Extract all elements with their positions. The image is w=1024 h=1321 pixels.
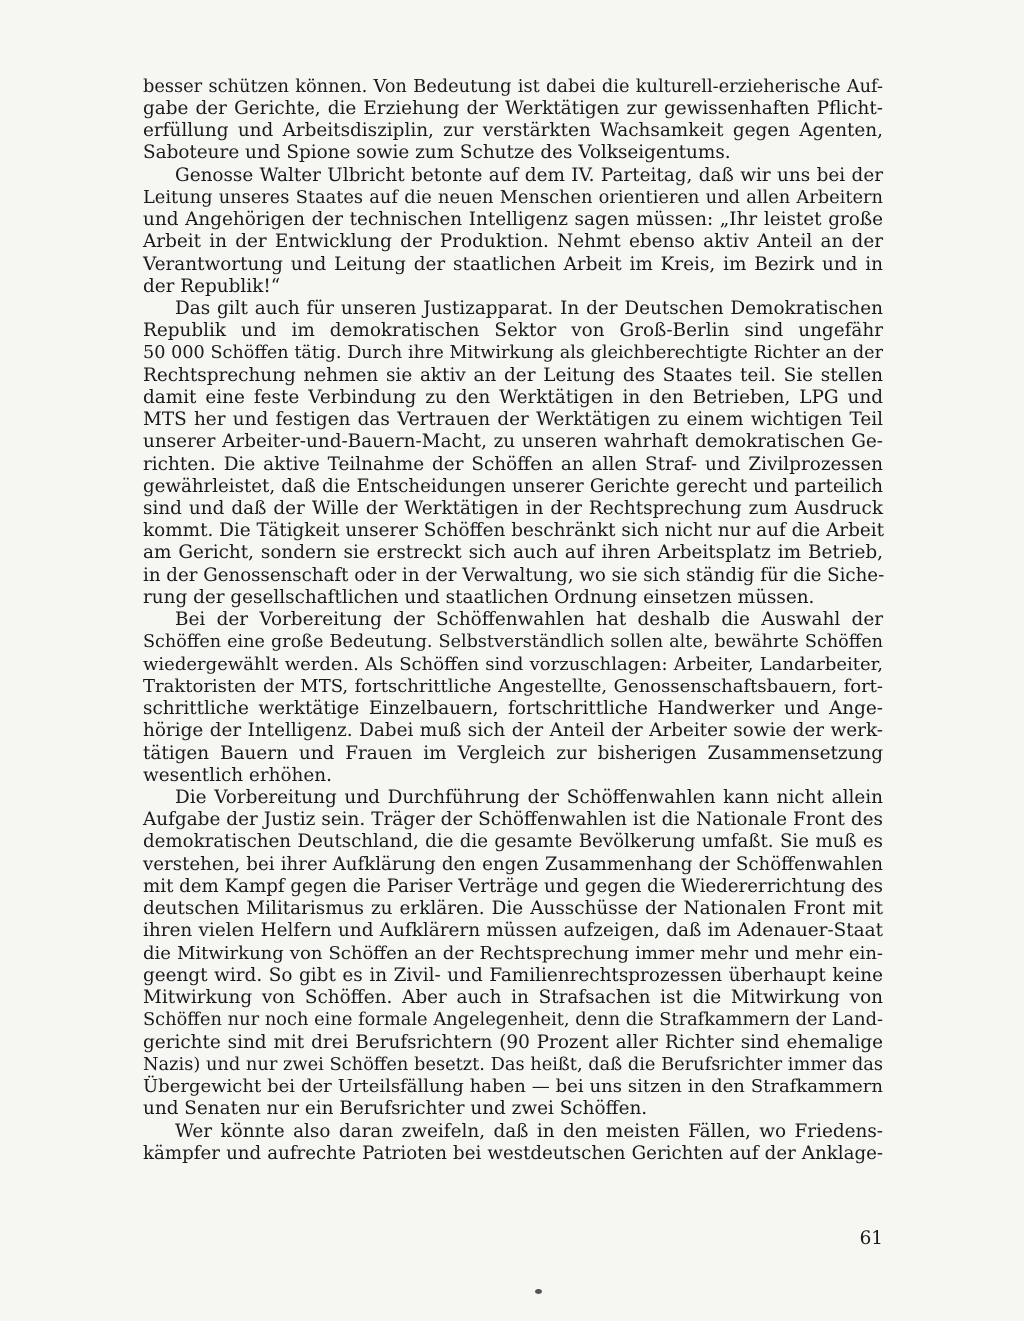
- text-line: demokratischen Deutschland, die die gesamte Bevölkerung umfaßt. Sie muß es: [143, 831, 883, 852]
- text-line: Leitung unseres Staates auf die neuen Menschen orientieren und allen Arbeitern: [143, 187, 883, 208]
- text-line: Die Vorbereitung und Durchführung der Schöffenwahlen kann nicht allein: [175, 787, 883, 808]
- text-line: erfüllung und Arbeitsdisziplin, zur verstärkten Wachsamkeit gegen Agenten,: [143, 120, 883, 141]
- text-line: mit dem Kampf gegen die Pariser Verträge und gegen die Wiedererrichtung des: [143, 876, 884, 897]
- text-line: in der Genossenschaft oder in der Verwaltung, wo sie sich ständig für die Siche-: [143, 565, 885, 586]
- ink-speck: [535, 1289, 542, 1294]
- text-line: sind und daß der Wille der Werktätigen in der Rechtsprechung zum Ausdruck: [143, 498, 883, 519]
- text-line: die Mitwirkung von Schöffen an der Rechtsprechung immer mehr und mehr ein-: [143, 943, 883, 964]
- page-number: 61: [859, 1228, 883, 1249]
- text-line: Nazis) und nur zwei Schöffen besetzt. Das heißt, daß die Berufsrichter immer das: [143, 1054, 883, 1075]
- text-line: Rechtsprechung nehmen sie aktiv an der Leitung des Staates teil. Sie stellen: [143, 365, 883, 386]
- text-line: Genosse Walter Ulbricht betonte auf dem IV. Parteitag, daß wir uns bei der: [175, 165, 883, 186]
- text-line: Verantwortung und Leitung der staatlichen Arbeit im Kreis, im Bezirk und in: [143, 254, 883, 275]
- text-line: Schöffen eine große Bedeutung. Selbstverständlich sollen alte, bewährte Schöffen: [143, 632, 883, 652]
- text-line: schrittliche werktätige Einzelbauern, fortschrittliche Handwerker und Ange-: [143, 698, 883, 719]
- text-line: kommt. Die Tätigkeit unserer Schöffen beschränkt sich nicht nur auf die Arbeit: [143, 520, 885, 541]
- text-line: ihren vielen Helfern und Aufklärern müssen aufzeigen, daß im Adenauer-Staat: [143, 920, 883, 941]
- text-line: unserer Arbeiter-und-Bauern-Macht, zu unseren wahrhaft demokratischen Ge-: [143, 431, 883, 452]
- text-line: und Angehörigen der technischen Intelligenz sagen müssen: „Ihr leistet große: [143, 209, 883, 230]
- text-line: Aufgabe der Justiz sein. Träger der Schöffenwahlen ist die Nationale Front des: [143, 809, 883, 830]
- text-line: Wer könnte also daran zweifeln, daß in den meisten Fällen, wo Friedens-: [175, 1121, 883, 1142]
- text-line: geengt wird. So gibt es in Zivil- und Familienrechtsprozessen überhaupt keine: [143, 965, 883, 986]
- text-line: rung der gesellschaftlichen und staatlichen Ordnung einsetzen müssen.: [143, 587, 815, 608]
- text-line: wesentlich erhöhen.: [143, 765, 332, 786]
- text-line: deutschen Militarismus zu erklären. Die Ausschüsse der Nationalen Front mit: [143, 898, 883, 919]
- text-line: Traktoristen der MTS, fortschrittliche Angestellte, Genossenschaftsbauern, fort-: [143, 676, 883, 697]
- text-line: damit eine feste Verbindung zu den Werktätigen in den Betrieben, LPG und: [143, 387, 883, 408]
- text-line: gerichte sind mit drei Berufsrichtern (90 Prozent aller Richter sind ehemalige: [143, 1032, 883, 1053]
- text-line: Arbeit in der Entwicklung der Produktion. Nehmt ebenso aktiv Anteil an der: [143, 231, 883, 252]
- text-line: Übergewicht bei der Urteilsfällung haben — bei uns sitzen in den Strafkammern: [143, 1076, 883, 1097]
- text-line: gewährleistet, daß die Entscheidungen unserer Gerichte gerecht und parteilich: [143, 476, 883, 497]
- text-line: Das gilt auch für unseren Justizapparat. In der Deutschen Demokratischen: [175, 298, 883, 319]
- text-line: gabe der Gerichte, die Erziehung der Werktätigen zur gewissenhaften Pflicht-: [143, 98, 883, 119]
- text-line: kämpfer und aufrechte Patrioten bei westdeutschen Gerichten auf der Anklage-: [143, 1143, 883, 1164]
- text-line: Schöffen nur noch eine formale Angelegenheit, denn die Strafkammern der Land-: [143, 1009, 883, 1030]
- text-line: und Senaten nur ein Berufsrichter und zwei Schöffen.: [143, 1098, 648, 1119]
- text-line: MTS her und festigen das Vertrauen der Werktätigen zu einem wichtigen Teil: [143, 409, 883, 430]
- text-line: verstehen, bei ihrer Aufklärung den engen Zusammenhang der Schöffenwahlen: [143, 854, 883, 875]
- text-line: 50 000 Schöffen tätig. Durch ihre Mitwirkung als gleichberechtigte Richter an der: [143, 343, 883, 363]
- text-line: Republik und im demokratischen Sektor von Groß-Berlin sind ungefähr: [143, 320, 883, 341]
- text-line: richten. Die aktive Teilnahme der Schöffen an allen Straf- und Zivilprozessen: [143, 454, 883, 475]
- text-line: der Republik!“: [143, 276, 281, 297]
- text-line: Saboteure und Spione sowie zum Schutze des Volkseigentums.: [143, 142, 731, 163]
- text-line: besser schützen können. Von Bedeutung ist dabei die kulturell-erzieherische Auf-: [143, 76, 883, 97]
- text-line: tätigen Bauern und Frauen im Vergleich zur bisherigen Zusammensetzung: [143, 743, 883, 764]
- text-line: Mitwirkung von Schöffen. Aber auch in Strafsachen ist die Mitwirkung von: [143, 987, 883, 1008]
- text-line: Bei der Vorbereitung der Schöffenwahlen hat deshalb die Auswahl der: [175, 609, 883, 630]
- text-line: am Gericht, sondern sie erstreckt sich auch auf ihren Arbeitsplatz im Betrieb,: [143, 542, 883, 563]
- text-line: wiedergewählt werden. Als Schöffen sind vorzuschlagen: Arbeiter, Landarbeiter,: [143, 654, 883, 675]
- text-line: hörige der Intelligenz. Dabei muß sich der Anteil der Arbeiter sowie der werk-: [143, 720, 883, 741]
